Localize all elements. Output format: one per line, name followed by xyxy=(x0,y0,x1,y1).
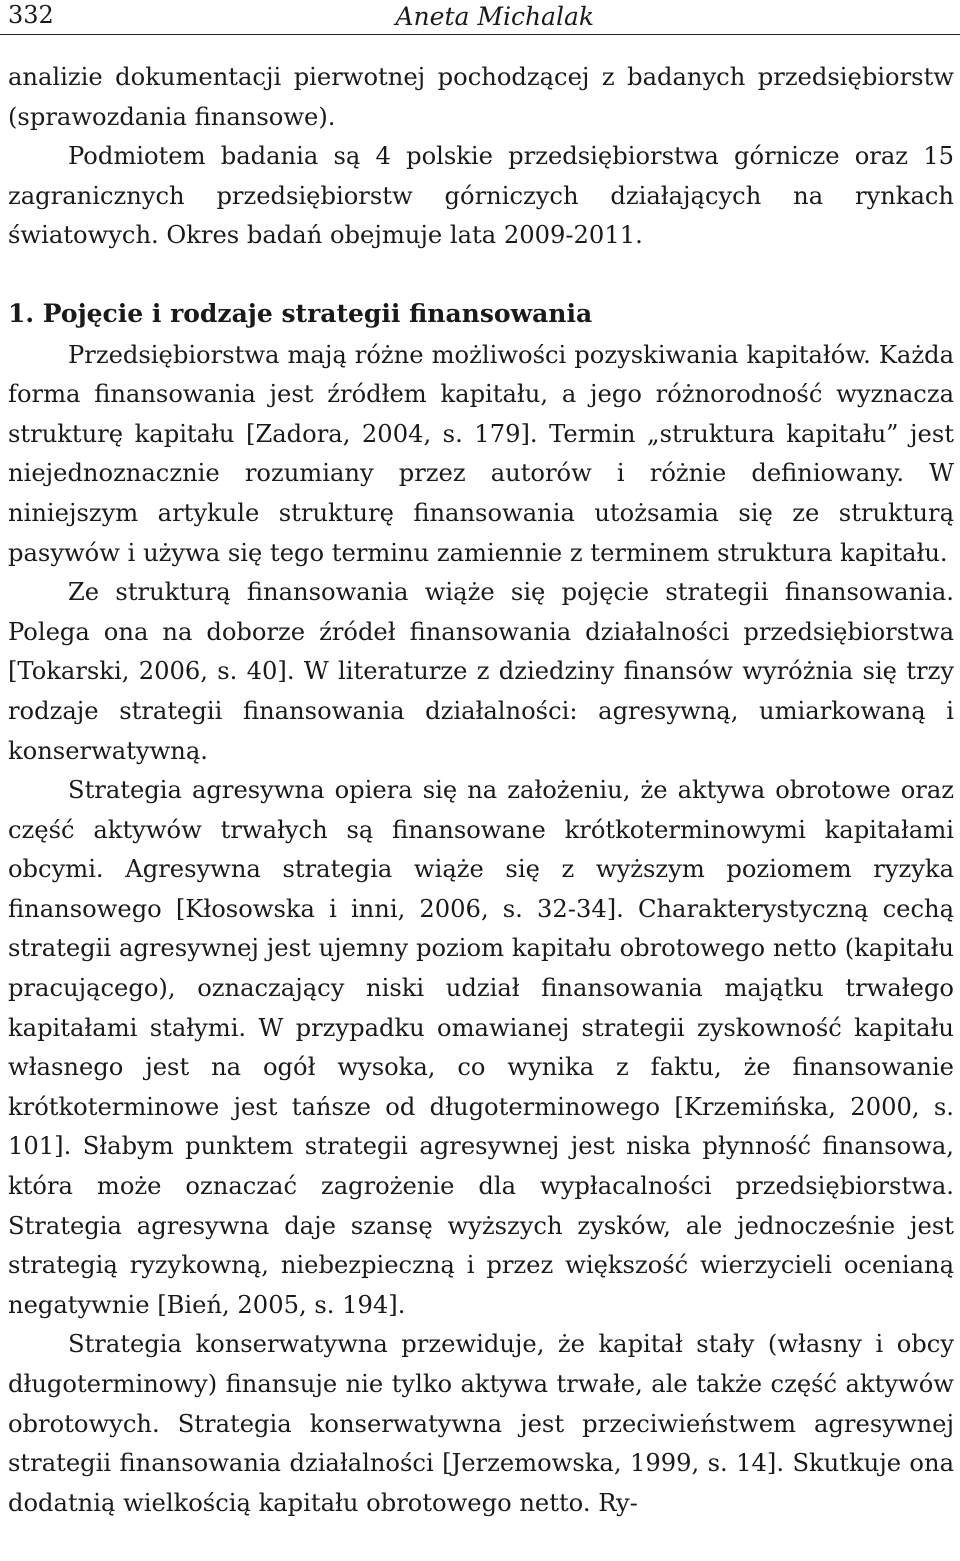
paragraph-aggressive-strategy: Strategia agresywna opiera się na założeniu, że aktywa obrotowe oraz część aktywów trwałych są finansowane krótkoterminowymi kapitałami obcymi. Agresywna strategia wiąże się z wyższym poziomem ryzyka finansowego [Kłosowska i inni, 2006, s. 32-34]. Charakterystyczną cechą strategii agresywnej jest ujemny poziom kapitału obrotowego netto (kapitału pracującego), oznaczający niski udział finansowania majątku trwałego kapitałami stałymi. W przypadku omawianej strategii zyskowność kapitału własnego jest na ogół wysoka, co wynika z faktu, że finansowanie krótkoterminowe jest tańsze od długoterminowego [Krzemińska, 2000, s. 101]. Słabym punktem strategii agresywnej jest niska płynność finansowa, która może oznaczać zagrożenie dla wypłacalności przedsiębiorstwa. Strategia agresywna daje szansę wyższych zysków, ale jednocześnie jest strategią ryzykowną, niebezpieczną i przez większość wierzycieli ocenianą negatywnie [Bień, 2005, s. 194]. xyxy=(8,776,954,1319)
paragraph-continued: analizie dokumentacji pierwotnej pochodzącej z badanych przedsiębiorstw (sprawozdania finansowe). xyxy=(8,63,954,131)
paragraph-financing-strategy: Ze strukturą finansowania wiąże się pojęcie strategii finansowania. Polega ona na doborze źródeł finansowania działalności przedsiębiorstwa [Tokarski, 2006, s. 40]. W literaturze z dziedziny finansów wyróżnia się trzy rodzaje strategii finansowania działalności: agresywną, umiarkowaną i konserwatywną. xyxy=(8,578,954,765)
page-number: 332 xyxy=(8,1,54,29)
paragraph-research-subject: Podmiotem badania są 4 polskie przedsiębiorstwa górnicze oraz 15 zagranicznych przedsiębiorstw górniczych działających na rynkach światowych. Okres badań obejmuje lata 2009-2011. xyxy=(8,142,954,250)
paragraph-capital-structure: Przedsiębiorstwa mają różne możliwości pozyskiwania kapitałów. Każda forma finansowania jest źródłem kapitału, a jego różnorodność wyznacza strukturę kapitału [Zadora, 2004, s. 179]. Termin „struktura kapitału” jest niejednoznacznie rozumiany przez autorów i różnie definiowany. W niniejszym artykule strukturę finansowania utożsamia się ze strukturą pasywów i używa się tego terminu zamiennie z terminem struktura kapitału. xyxy=(8,340,954,567)
paragraph-conservative-strategy: Strategia konserwatywna przewiduje, że kapitał stały (własny i obcy długoterminowy) finansuje nie tylko aktywa trwałe, ale także część aktywów obrotowych. Strategia konserwatywna jest przeciwieństwem agresywnej strategii finansowania działalności [Jerzemowska, 1999, s. 14]. Skutkuje ona dodatnią wielkością kapitału obrotowego netto. Ry- xyxy=(8,1330,954,1517)
page-header xyxy=(0,0,960,35)
article-body xyxy=(8,58,954,1523)
running-head-author: Aneta Michalak xyxy=(395,2,594,31)
section-heading: 1. Pojęcie i rodzaje strategii finansowania xyxy=(8,298,593,328)
